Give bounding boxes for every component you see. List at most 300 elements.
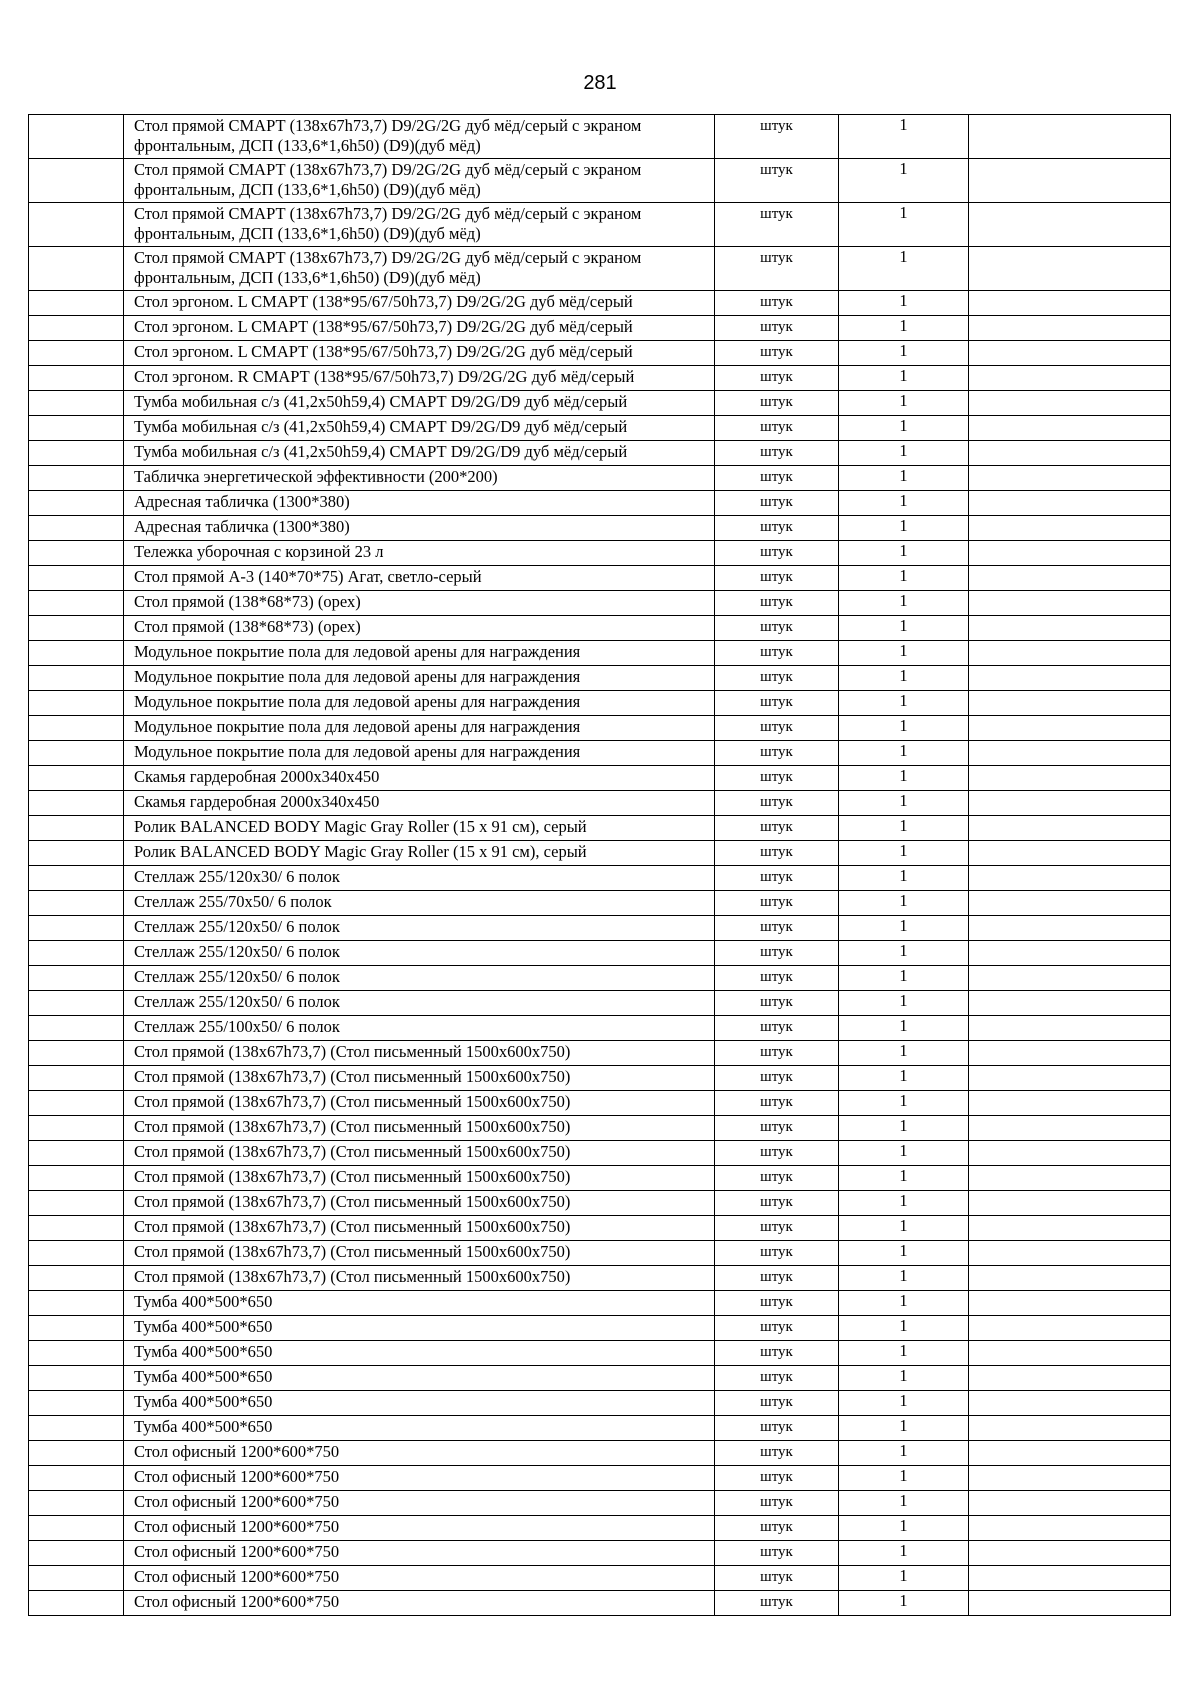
note-cell — [969, 941, 1171, 966]
quantity-cell: 1 — [839, 916, 969, 941]
item-name-cell: Стеллаж 255/120х50/ 6 полок — [124, 966, 715, 991]
unit-cell: штук — [715, 1041, 839, 1066]
note-cell — [969, 566, 1171, 591]
quantity-cell: 1 — [839, 316, 969, 341]
row-number-cell — [29, 1291, 124, 1316]
quantity-cell: 1 — [839, 1116, 969, 1141]
quantity-cell: 1 — [839, 1441, 969, 1466]
table-row — [29, 1491, 1171, 1516]
row-number-cell — [29, 616, 124, 641]
quantity-cell: 1 — [839, 966, 969, 991]
unit-cell: штук — [715, 1541, 839, 1566]
table-row — [29, 159, 1171, 203]
table-row — [29, 591, 1171, 616]
unit-cell: штук — [715, 541, 839, 566]
note-cell — [969, 1166, 1171, 1191]
unit-cell: штук — [715, 741, 839, 766]
unit-cell: штук — [715, 966, 839, 991]
row-number-cell — [29, 1016, 124, 1041]
table-row — [29, 341, 1171, 366]
table-row — [29, 1191, 1171, 1216]
item-name-cell: Стол прямой (138х67h73,7) (Стол письменный 1500х600х750) — [124, 1091, 715, 1116]
table-row — [29, 1316, 1171, 1341]
quantity-cell: 1 — [839, 1416, 969, 1441]
unit-cell: штук — [715, 1491, 839, 1516]
quantity-cell: 1 — [839, 691, 969, 716]
quantity-cell: 1 — [839, 866, 969, 891]
unit-cell: штук — [715, 841, 839, 866]
unit-cell: штук — [715, 391, 839, 416]
item-name-cell: Скамья гардеробная 2000х340х450 — [124, 791, 715, 816]
row-number-cell — [29, 516, 124, 541]
row-number-cell — [29, 1366, 124, 1391]
note-cell — [969, 1466, 1171, 1491]
note-cell — [969, 1241, 1171, 1266]
table-row — [29, 1166, 1171, 1191]
table-row — [29, 1566, 1171, 1591]
unit-cell: штук — [715, 1241, 839, 1266]
row-number-cell — [29, 1191, 124, 1216]
table-row — [29, 1241, 1171, 1266]
row-number-cell — [29, 1391, 124, 1416]
row-number-cell — [29, 541, 124, 566]
quantity-cell: 1 — [839, 341, 969, 366]
table-row — [29, 741, 1171, 766]
note-cell — [969, 1566, 1171, 1591]
unit-cell: штук — [715, 516, 839, 541]
item-name-cell: Стол прямой А-3 (140*70*75) Агат, светло-серый — [124, 566, 715, 591]
item-name-cell: Стол прямой (138х67h73,7) (Стол письменный 1500х600х750) — [124, 1191, 715, 1216]
quantity-cell: 1 — [839, 541, 969, 566]
unit-cell: штук — [715, 1591, 839, 1616]
note-cell — [969, 666, 1171, 691]
table-row — [29, 1066, 1171, 1091]
unit-cell: штук — [715, 766, 839, 791]
unit-cell: штук — [715, 891, 839, 916]
note-cell — [969, 1216, 1171, 1241]
row-number-cell — [29, 115, 124, 159]
table-row — [29, 816, 1171, 841]
item-name-cell: Стеллаж 255/100х50/ 6 полок — [124, 1016, 715, 1041]
quantity-cell: 1 — [839, 1541, 969, 1566]
quantity-cell: 1 — [839, 766, 969, 791]
table-row — [29, 1291, 1171, 1316]
note-cell — [969, 1491, 1171, 1516]
note-cell — [969, 1391, 1171, 1416]
unit-cell: штук — [715, 616, 839, 641]
quantity-cell: 1 — [839, 1316, 969, 1341]
table-row — [29, 1516, 1171, 1541]
row-number-cell — [29, 591, 124, 616]
quantity-cell: 1 — [839, 203, 969, 247]
note-cell — [969, 291, 1171, 316]
unit-cell: штук — [715, 816, 839, 841]
item-name-cell: Модульное покрытие пола для ледовой арены для награждения — [124, 741, 715, 766]
quantity-cell: 1 — [839, 416, 969, 441]
item-name-cell: Тумба 400*500*650 — [124, 1416, 715, 1441]
quantity-cell: 1 — [839, 841, 969, 866]
item-name-cell: Стол прямой СМАРТ (138х67h73,7) D9/2G/2G дуб мёд/серый с экраном фронтальным, ДСП (133,6*1,6h50) (D9)(дуб мёд) — [124, 203, 715, 247]
table-row — [29, 316, 1171, 341]
quantity-cell: 1 — [839, 1041, 969, 1066]
table-row — [29, 916, 1171, 941]
item-name-cell: Стол эргоном. L СМАРТ (138*95/67/50h73,7) D9/2G/2G дуб мёд/серый — [124, 316, 715, 341]
item-name-cell: Тумба мобильная с/з (41,2х50h59,4) СМАРТ D9/2G/D9 дуб мёд/серый — [124, 441, 715, 466]
quantity-cell: 1 — [839, 1491, 969, 1516]
quantity-cell: 1 — [839, 491, 969, 516]
item-name-cell: Тумба 400*500*650 — [124, 1341, 715, 1366]
note-cell — [969, 366, 1171, 391]
table-row — [29, 366, 1171, 391]
row-number-cell — [29, 1091, 124, 1116]
quantity-cell: 1 — [839, 716, 969, 741]
row-number-cell — [29, 1241, 124, 1266]
item-name-cell: Стол эргоном. R СМАРТ (138*95/67/50h73,7) D9/2G/2G дуб мёд/серый — [124, 366, 715, 391]
note-cell — [969, 991, 1171, 1016]
quantity-cell: 1 — [839, 1216, 969, 1241]
row-number-cell — [29, 566, 124, 591]
item-name-cell: Стеллаж 255/120х50/ 6 полок — [124, 991, 715, 1016]
unit-cell: штук — [715, 1016, 839, 1041]
row-number-cell — [29, 1416, 124, 1441]
unit-cell: штук — [715, 159, 839, 203]
table-row — [29, 115, 1171, 159]
item-name-cell: Стол прямой (138х67h73,7) (Стол письменный 1500х600х750) — [124, 1241, 715, 1266]
quantity-cell: 1 — [839, 1291, 969, 1316]
unit-cell: штук — [715, 115, 839, 159]
quantity-cell: 1 — [839, 1241, 969, 1266]
row-number-cell — [29, 966, 124, 991]
item-name-cell: Стол прямой (138*68*73) (орех) — [124, 591, 715, 616]
table-row — [29, 1541, 1171, 1566]
row-number-cell — [29, 891, 124, 916]
unit-cell: штук — [715, 203, 839, 247]
row-number-cell — [29, 316, 124, 341]
quantity-cell: 1 — [839, 1066, 969, 1091]
table-row — [29, 1116, 1171, 1141]
row-number-cell — [29, 391, 124, 416]
quantity-cell: 1 — [839, 1266, 969, 1291]
quantity-cell: 1 — [839, 1141, 969, 1166]
row-number-cell — [29, 941, 124, 966]
table-row — [29, 1391, 1171, 1416]
unit-cell: штук — [715, 1441, 839, 1466]
unit-cell: штук — [715, 941, 839, 966]
unit-cell: штук — [715, 916, 839, 941]
row-number-cell — [29, 441, 124, 466]
note-cell — [969, 247, 1171, 291]
table-row — [29, 766, 1171, 791]
row-number-cell — [29, 1491, 124, 1516]
table-row — [29, 516, 1171, 541]
note-cell — [969, 641, 1171, 666]
table-row — [29, 247, 1171, 291]
quantity-cell: 1 — [839, 441, 969, 466]
note-cell — [969, 616, 1171, 641]
quantity-cell: 1 — [839, 1091, 969, 1116]
inventory-table — [28, 114, 1171, 1616]
item-name-cell: Тумба мобильная с/з (41,2х50h59,4) СМАРТ D9/2G/D9 дуб мёд/серый — [124, 416, 715, 441]
row-number-cell — [29, 1141, 124, 1166]
item-name-cell: Стеллаж 255/120х50/ 6 полок — [124, 941, 715, 966]
note-cell — [969, 766, 1171, 791]
quantity-cell: 1 — [839, 1366, 969, 1391]
note-cell — [969, 441, 1171, 466]
table-row — [29, 841, 1171, 866]
row-number-cell — [29, 741, 124, 766]
table-row — [29, 1266, 1171, 1291]
unit-cell: штук — [715, 416, 839, 441]
quantity-cell: 1 — [839, 1166, 969, 1191]
row-number-cell — [29, 1566, 124, 1591]
unit-cell: штук — [715, 991, 839, 1016]
item-name-cell: Стол прямой СМАРТ (138х67h73,7) D9/2G/2G дуб мёд/серый с экраном фронтальным, ДСП (133,6*1,6h50) (D9)(дуб мёд) — [124, 159, 715, 203]
row-number-cell — [29, 1441, 124, 1466]
table-row — [29, 1216, 1171, 1241]
item-name-cell: Тележка уборочная с корзиной 23 л — [124, 541, 715, 566]
row-number-cell — [29, 1541, 124, 1566]
note-cell — [969, 1516, 1171, 1541]
unit-cell: штук — [715, 466, 839, 491]
unit-cell: штук — [715, 341, 839, 366]
page-number: 281 — [583, 72, 617, 94]
table-row — [29, 1466, 1171, 1491]
quantity-cell: 1 — [839, 291, 969, 316]
item-name-cell: Стол офисный 1200*600*750 — [124, 1591, 715, 1616]
item-name-cell: Тумба 400*500*650 — [124, 1391, 715, 1416]
quantity-cell: 1 — [839, 566, 969, 591]
table-row — [29, 541, 1171, 566]
quantity-cell: 1 — [839, 616, 969, 641]
item-name-cell: Стол прямой (138х67h73,7) (Стол письменный 1500х600х750) — [124, 1041, 715, 1066]
table-row — [29, 466, 1171, 491]
quantity-cell: 1 — [839, 1016, 969, 1041]
quantity-cell: 1 — [839, 1341, 969, 1366]
table-row — [29, 666, 1171, 691]
quantity-cell: 1 — [839, 247, 969, 291]
table-row — [29, 616, 1171, 641]
row-number-cell — [29, 991, 124, 1016]
table-row — [29, 416, 1171, 441]
row-number-cell — [29, 1216, 124, 1241]
note-cell — [969, 1316, 1171, 1341]
row-number-cell — [29, 491, 124, 516]
item-name-cell: Стеллаж 255/120х30/ 6 полок — [124, 866, 715, 891]
note-cell — [969, 966, 1171, 991]
quantity-cell: 1 — [839, 466, 969, 491]
unit-cell: штук — [715, 866, 839, 891]
note-cell — [969, 916, 1171, 941]
row-number-cell — [29, 766, 124, 791]
item-name-cell: Тумба мобильная с/з (41,2х50h59,4) СМАРТ D9/2G/D9 дуб мёд/серый — [124, 391, 715, 416]
item-name-cell: Стол прямой СМАРТ (138х67h73,7) D9/2G/2G дуб мёд/серый с экраном фронтальным, ДСП (133,6*1,6h50) (D9)(дуб мёд) — [124, 247, 715, 291]
note-cell — [969, 159, 1171, 203]
note-cell — [969, 1416, 1171, 1441]
item-name-cell: Тумба 400*500*650 — [124, 1366, 715, 1391]
unit-cell: штук — [715, 1516, 839, 1541]
item-name-cell: Стол эргоном. L СМАРТ (138*95/67/50h73,7) D9/2G/2G дуб мёд/серый — [124, 291, 715, 316]
note-cell — [969, 841, 1171, 866]
unit-cell: штук — [715, 641, 839, 666]
item-name-cell: Стол прямой (138х67h73,7) (Стол письменный 1500х600х750) — [124, 1141, 715, 1166]
quantity-cell: 1 — [839, 1466, 969, 1491]
table-row — [29, 291, 1171, 316]
table-row — [29, 791, 1171, 816]
table-row — [29, 716, 1171, 741]
unit-cell: штук — [715, 291, 839, 316]
item-name-cell: Модульное покрытие пола для ледовой арены для награждения — [124, 641, 715, 666]
note-cell — [969, 716, 1171, 741]
quantity-cell: 1 — [839, 1516, 969, 1541]
note-cell — [969, 466, 1171, 491]
note-cell — [969, 1341, 1171, 1366]
table-row — [29, 691, 1171, 716]
table-row — [29, 1016, 1171, 1041]
item-name-cell: Тумба 400*500*650 — [124, 1291, 715, 1316]
table-row — [29, 991, 1171, 1016]
table-row — [29, 866, 1171, 891]
quantity-cell: 1 — [839, 791, 969, 816]
row-number-cell — [29, 366, 124, 391]
item-name-cell: Ролик BALANCED BODY Magic Gray Roller (15 х 91 см), серый — [124, 816, 715, 841]
item-name-cell: Стол прямой (138х67h73,7) (Стол письменный 1500х600х750) — [124, 1066, 715, 1091]
inventory-table-body — [29, 115, 1171, 1616]
note-cell — [969, 416, 1171, 441]
table-row — [29, 1366, 1171, 1391]
note-cell — [969, 1266, 1171, 1291]
unit-cell: штук — [715, 441, 839, 466]
note-cell — [969, 316, 1171, 341]
unit-cell: штук — [715, 1166, 839, 1191]
note-cell — [969, 516, 1171, 541]
unit-cell: штук — [715, 1466, 839, 1491]
note-cell — [969, 391, 1171, 416]
row-number-cell — [29, 666, 124, 691]
row-number-cell — [29, 1466, 124, 1491]
row-number-cell — [29, 691, 124, 716]
unit-cell: штук — [715, 716, 839, 741]
unit-cell: штук — [715, 1066, 839, 1091]
row-number-cell — [29, 1266, 124, 1291]
item-name-cell: Стол эргоном. L СМАРТ (138*95/67/50h73,7) D9/2G/2G дуб мёд/серый — [124, 341, 715, 366]
note-cell — [969, 1191, 1171, 1216]
table-row — [29, 641, 1171, 666]
item-name-cell: Модульное покрытие пола для ледовой арены для награждения — [124, 666, 715, 691]
note-cell — [969, 791, 1171, 816]
note-cell — [969, 741, 1171, 766]
unit-cell: штук — [715, 491, 839, 516]
quantity-cell: 1 — [839, 115, 969, 159]
note-cell — [969, 1141, 1171, 1166]
item-name-cell: Стол офисный 1200*600*750 — [124, 1541, 715, 1566]
row-number-cell — [29, 247, 124, 291]
table-row — [29, 391, 1171, 416]
unit-cell: штук — [715, 1366, 839, 1391]
table-row — [29, 441, 1171, 466]
quantity-cell: 1 — [839, 891, 969, 916]
unit-cell: штук — [715, 1141, 839, 1166]
table-row — [29, 941, 1171, 966]
note-cell — [969, 591, 1171, 616]
row-number-cell — [29, 341, 124, 366]
item-name-cell: Табличка энергетической эффективности (200*200) — [124, 466, 715, 491]
unit-cell: штук — [715, 1091, 839, 1116]
row-number-cell — [29, 641, 124, 666]
item-name-cell: Модульное покрытие пола для ледовой арены для награждения — [124, 716, 715, 741]
table-row — [29, 491, 1171, 516]
row-number-cell — [29, 716, 124, 741]
row-number-cell — [29, 791, 124, 816]
item-name-cell: Адресная табличка (1300*380) — [124, 516, 715, 541]
table-row — [29, 203, 1171, 247]
quantity-cell: 1 — [839, 1566, 969, 1591]
quantity-cell: 1 — [839, 1191, 969, 1216]
item-name-cell: Стеллаж 255/120х50/ 6 полок — [124, 916, 715, 941]
unit-cell: штук — [715, 1416, 839, 1441]
note-cell — [969, 115, 1171, 159]
item-name-cell: Стол офисный 1200*600*750 — [124, 1566, 715, 1591]
unit-cell: штук — [715, 1566, 839, 1591]
quantity-cell: 1 — [839, 591, 969, 616]
row-number-cell — [29, 416, 124, 441]
note-cell — [969, 1116, 1171, 1141]
quantity-cell: 1 — [839, 1391, 969, 1416]
note-cell — [969, 1041, 1171, 1066]
table-row — [29, 1341, 1171, 1366]
unit-cell: штук — [715, 566, 839, 591]
item-name-cell: Стол офисный 1200*600*750 — [124, 1491, 715, 1516]
note-cell — [969, 1541, 1171, 1566]
row-number-cell — [29, 1591, 124, 1616]
note-cell — [969, 341, 1171, 366]
unit-cell: штук — [715, 1291, 839, 1316]
item-name-cell: Стеллаж 255/70х50/ 6 полок — [124, 891, 715, 916]
item-name-cell: Стол прямой (138*68*73) (орех) — [124, 616, 715, 641]
quantity-cell: 1 — [839, 366, 969, 391]
row-number-cell — [29, 466, 124, 491]
note-cell — [969, 691, 1171, 716]
table-row — [29, 1041, 1171, 1066]
item-name-cell: Стол прямой (138х67h73,7) (Стол письменный 1500х600х750) — [124, 1216, 715, 1241]
row-number-cell — [29, 866, 124, 891]
row-number-cell — [29, 1116, 124, 1141]
row-number-cell — [29, 203, 124, 247]
row-number-cell — [29, 1316, 124, 1341]
item-name-cell: Скамья гардеробная 2000х340х450 — [124, 766, 715, 791]
item-name-cell: Стол прямой СМАРТ (138х67h73,7) D9/2G/2G дуб мёд/серый с экраном фронтальным, ДСП (133,6*1,6h50) (D9)(дуб мёд) — [124, 115, 715, 159]
row-number-cell — [29, 816, 124, 841]
unit-cell: штук — [715, 1191, 839, 1216]
note-cell — [969, 203, 1171, 247]
quantity-cell: 1 — [839, 1591, 969, 1616]
table-row — [29, 1441, 1171, 1466]
row-number-cell — [29, 841, 124, 866]
unit-cell: штук — [715, 1341, 839, 1366]
quantity-cell: 1 — [839, 941, 969, 966]
row-number-cell — [29, 291, 124, 316]
table-row — [29, 966, 1171, 991]
quantity-cell: 1 — [839, 391, 969, 416]
quantity-cell: 1 — [839, 741, 969, 766]
row-number-cell — [29, 1341, 124, 1366]
note-cell — [969, 1091, 1171, 1116]
table-row — [29, 891, 1171, 916]
row-number-cell — [29, 159, 124, 203]
note-cell — [969, 866, 1171, 891]
unit-cell: штук — [715, 1266, 839, 1291]
item-name-cell: Модульное покрытие пола для ледовой арены для награждения — [124, 691, 715, 716]
note-cell — [969, 1016, 1171, 1041]
